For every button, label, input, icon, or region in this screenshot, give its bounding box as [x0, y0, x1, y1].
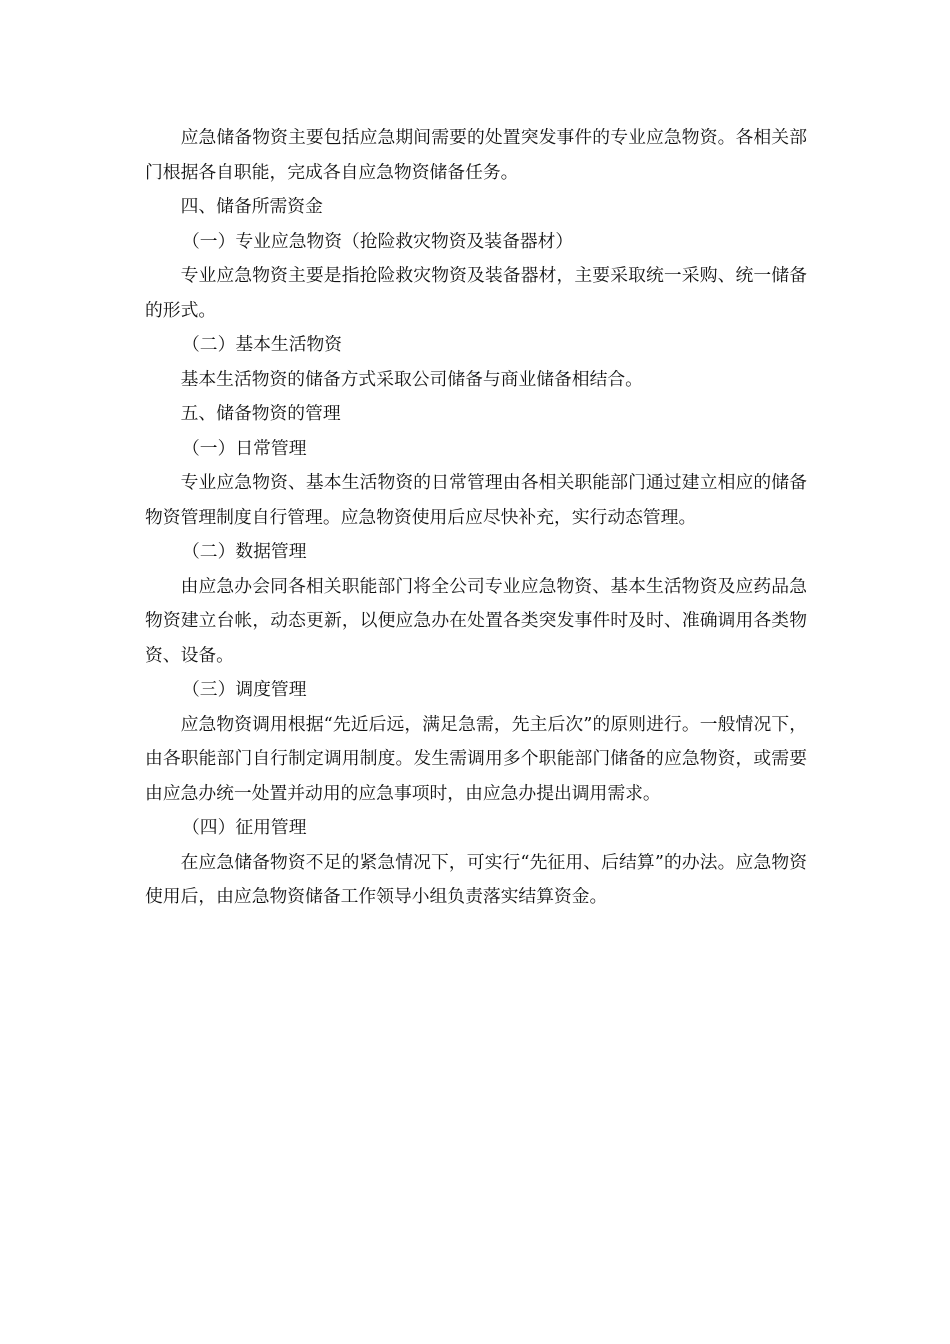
paragraph-reserve-scope: 应急储备物资主要包括应急期间需要的处置突发事件的专业应急物资。各相关部门根据各自职能，完成各自应急物资储备任务。	[145, 127, 807, 183]
subheading-requisition-management: （四）征用管理	[182, 817, 307, 838]
paragraph-requisition-management: 在应急储备物资不足的紧急情况下，可实行“先征用、后结算”的办法。应急物资使用后，由应急物资储备工作领导小组负责落实结算资金。	[145, 851, 807, 907]
paragraph-data-management: 由应急办会同各相关职能部门将全公司专业应急物资、基本生活物资及应药品急物资建立台帐，动态更新，以便应急办在处置各类突发事件时及时、准确调用各类物资、设备。	[145, 575, 807, 666]
subheading-professional-supplies: （一）专业应急物资（抢险救灾物资及装备器材）	[182, 230, 574, 252]
paragraph-daily-management: 专业应急物资、基本生活物资的日常管理由各相关职能部门通过建立相应的储备物资管理制度自行管理。应急物资使用后应尽快补充，实行动态管理。	[145, 472, 807, 528]
paragraph-dispatch-management: 应急物资调用根据“先近后远，满足急需，先主后次”的原则进行。一般情况下，由各职能部门自行制定调用制度。发生需调用多个职能部门储备的应急物资，或需要由应急办统一处置并动用的应急事项时，由应急办提出调用需求。	[145, 713, 807, 804]
subheading-dispatch-management: （三）调度管理	[182, 679, 307, 700]
paragraph-professional-supplies: 专业应急物资主要是指抢险救灾物资及装备器材，主要采取统一采购、统一储备的形式。	[145, 265, 807, 321]
subheading-basic-living-supplies: （二）基本生活物资	[182, 334, 343, 355]
subheading-daily-management: （一）日常管理	[182, 437, 307, 459]
document-body	[145, 121, 807, 915]
paragraph-basic-living-supplies: 基本生活物资的储备方式采取公司储备与商业储备相结合。	[180, 368, 643, 390]
section-heading-management: 五、储备物资的管理	[180, 403, 341, 424]
subheading-data-management: （二）数据管理	[182, 541, 307, 562]
section-heading-funding: 四、储备所需资金	[180, 196, 323, 217]
